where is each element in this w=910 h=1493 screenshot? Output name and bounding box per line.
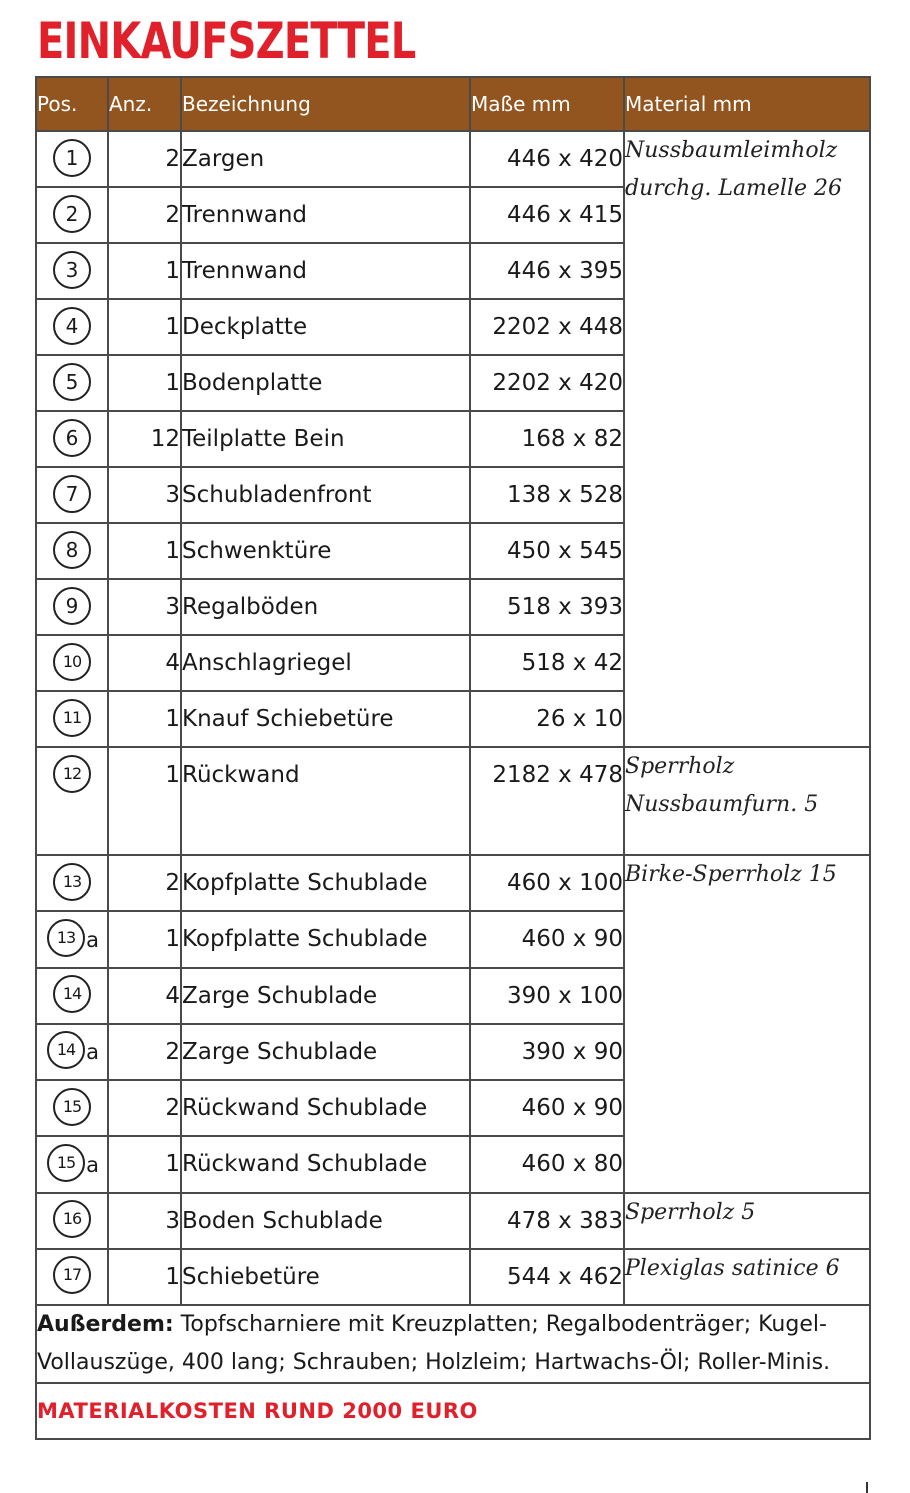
material-cell <box>624 1249 870 1305</box>
dimensions-cell: 390 x 90 <box>470 1024 624 1081</box>
header-masse: Maße mm <box>470 77 624 131</box>
position-number: 14 <box>53 975 91 1013</box>
quantity-cell: 3 <box>108 1193 181 1249</box>
description-cell: Deckplatte <box>181 299 470 355</box>
position-number: 10 <box>53 643 91 681</box>
pos-cell <box>36 747 108 855</box>
position-number: 11 <box>53 699 91 737</box>
pos-cell <box>36 1136 108 1193</box>
description-cell: Kopfplatte Schublade <box>181 855 470 911</box>
position-number: 14 <box>47 1031 85 1069</box>
position-number: 6 <box>53 419 91 457</box>
description-cell: Boden Schublade <box>181 1193 470 1249</box>
position-number: 8 <box>53 531 91 569</box>
material-cell <box>624 747 870 855</box>
description-cell: Rückwand Schublade <box>181 1080 470 1136</box>
pos-cell <box>36 1024 108 1081</box>
quantity-cell: 1 <box>108 355 181 411</box>
description-cell: Teilplatte Bein <box>181 411 470 467</box>
dimensions-cell: 446 x 415 <box>470 187 624 243</box>
header-anz: Anz. <box>108 77 181 131</box>
position-number: 13 <box>47 919 85 957</box>
material-cell <box>624 855 870 1193</box>
description-cell: Zarge Schublade <box>181 968 470 1024</box>
pos-cell <box>36 968 108 1024</box>
extras-row <box>36 1305 870 1383</box>
pos-cell <box>36 467 108 523</box>
position-suffix: a <box>86 927 99 952</box>
description-cell: Schwenktüre <box>181 523 470 579</box>
description-cell: Bodenplatte <box>181 355 470 411</box>
material-line: Birke-Sperrholz 15 <box>625 862 837 887</box>
shopping-list-table <box>35 76 871 1440</box>
quantity-cell: 1 <box>108 747 181 855</box>
dimensions-cell: 450 x 545 <box>470 523 624 579</box>
description-cell: Zargen <box>181 131 470 187</box>
pos-cell <box>36 243 108 299</box>
quantity-cell: 1 <box>108 1136 181 1193</box>
quantity-cell: 12 <box>108 411 181 467</box>
position-number: 12 <box>53 755 91 793</box>
pos-cell <box>36 691 108 747</box>
quantity-cell: 2 <box>108 1024 181 1081</box>
description-cell: Rückwand <box>181 747 470 855</box>
quantity-cell: 2 <box>108 1080 181 1136</box>
pos-cell <box>36 131 108 187</box>
extras-label: Außerdem: <box>37 1311 174 1337</box>
dimensions-cell: 446 x 420 <box>470 131 624 187</box>
material-cost: MATERIALKOSTEN RUND 2000 EURO <box>36 1383 870 1439</box>
description-cell: Knauf Schiebetüre <box>181 691 470 747</box>
position-number: 15 <box>47 1144 85 1182</box>
description-cell: Trennwand <box>181 187 470 243</box>
cost-row <box>36 1383 870 1439</box>
quantity-cell: 1 <box>108 1249 181 1305</box>
material-line: Plexiglas satinice 6 <box>625 1255 840 1281</box>
header-material: Material mm <box>624 77 870 131</box>
dimensions-cell: 138 x 528 <box>470 467 624 523</box>
table-row <box>36 1249 870 1305</box>
pos-cell <box>36 1080 108 1136</box>
pos-cell <box>36 187 108 243</box>
dimensions-cell: 460 x 80 <box>470 1136 624 1193</box>
quantity-cell: 1 <box>108 243 181 299</box>
position-suffix: a <box>86 1040 99 1064</box>
dimensions-cell: 518 x 42 <box>470 635 624 691</box>
dimensions-cell: 390 x 100 <box>470 968 624 1024</box>
position-number: 5 <box>53 363 91 401</box>
quantity-cell: 2 <box>108 855 181 911</box>
table-row <box>36 1193 870 1249</box>
dimensions-cell: 460 x 90 <box>470 1080 624 1136</box>
pos-cell <box>36 911 108 968</box>
page-title: EINKAUFSZETTEL <box>37 12 416 70</box>
pos-cell <box>36 1249 108 1305</box>
table-row <box>36 747 870 855</box>
header-bezeichnung: Bezeichnung <box>181 77 470 131</box>
position-suffix: a <box>86 1152 99 1177</box>
position-number: 7 <box>53 475 91 513</box>
quantity-cell: 3 <box>108 579 181 635</box>
pos-cell <box>36 355 108 411</box>
quantity-cell: 1 <box>108 691 181 747</box>
dimensions-cell: 544 x 462 <box>470 1249 624 1305</box>
material-cell <box>624 1193 870 1249</box>
position-number: 4 <box>53 307 91 345</box>
description-cell: Regalböden <box>181 579 470 635</box>
position-number: 1 <box>53 139 91 177</box>
header-pos: Pos. <box>36 77 108 131</box>
table-row <box>36 855 870 911</box>
position-number: 17 <box>53 1256 91 1294</box>
dimensions-cell: 460 x 90 <box>470 911 624 968</box>
extras-note <box>36 1305 870 1383</box>
page-edge-mark <box>866 1482 868 1493</box>
dimensions-cell: 2182 x 478 <box>470 747 624 855</box>
table-row <box>36 131 870 187</box>
dimensions-cell: 2202 x 420 <box>470 355 624 411</box>
dimensions-cell: 478 x 383 <box>470 1193 624 1249</box>
position-number: 15 <box>53 1088 91 1126</box>
extras-text: Topfscharniere mit Kreuzplatten; Regalbodenträger; Kugel-Vollauszüge, 400 lang; Schrauben; Holzleim; Hartwachs-Öl; Roller-Minis. <box>37 1311 831 1375</box>
description-cell: Schubladenfront <box>181 467 470 523</box>
quantity-cell: 3 <box>108 467 181 523</box>
description-cell: Zarge Schublade <box>181 1024 470 1081</box>
quantity-cell: 1 <box>108 911 181 968</box>
pos-cell <box>36 299 108 355</box>
description-cell: Kopfplatte Schublade <box>181 911 470 968</box>
quantity-cell: 4 <box>108 968 181 1024</box>
pos-cell <box>36 1193 108 1249</box>
position-number: 2 <box>53 195 91 233</box>
dimensions-cell: 26 x 10 <box>470 691 624 747</box>
pos-cell <box>36 523 108 579</box>
dimensions-cell: 446 x 395 <box>470 243 624 299</box>
dimensions-cell: 168 x 82 <box>470 411 624 467</box>
table-header-row <box>36 77 870 131</box>
pos-cell <box>36 855 108 911</box>
material-line: Sperrholz 5 <box>625 1199 756 1225</box>
material-line: Nussbaumleimholz <box>625 138 838 163</box>
position-number: 3 <box>53 251 91 289</box>
material-line: Nussbaumfurn. 5 <box>625 792 819 817</box>
dimensions-cell: 518 x 393 <box>470 579 624 635</box>
position-number: 16 <box>53 1200 91 1238</box>
description-cell: Schiebetüre <box>181 1249 470 1305</box>
dimensions-cell: 2202 x 448 <box>470 299 624 355</box>
quantity-cell: 1 <box>108 523 181 579</box>
material-line: durchg. Lamelle 26 <box>625 176 843 201</box>
material-cell <box>624 131 870 747</box>
quantity-cell: 1 <box>108 299 181 355</box>
pos-cell <box>36 579 108 635</box>
dimensions-cell: 460 x 100 <box>470 855 624 911</box>
description-cell: Anschlagriegel <box>181 635 470 691</box>
position-number: 13 <box>53 863 91 901</box>
material-line: Sperrholz <box>625 754 735 779</box>
quantity-cell: 4 <box>108 635 181 691</box>
quantity-cell: 2 <box>108 131 181 187</box>
pos-cell <box>36 635 108 691</box>
pos-cell <box>36 411 108 467</box>
quantity-cell: 2 <box>108 187 181 243</box>
description-cell: Rückwand Schublade <box>181 1136 470 1193</box>
description-cell: Trennwand <box>181 243 470 299</box>
position-number: 9 <box>53 587 91 625</box>
